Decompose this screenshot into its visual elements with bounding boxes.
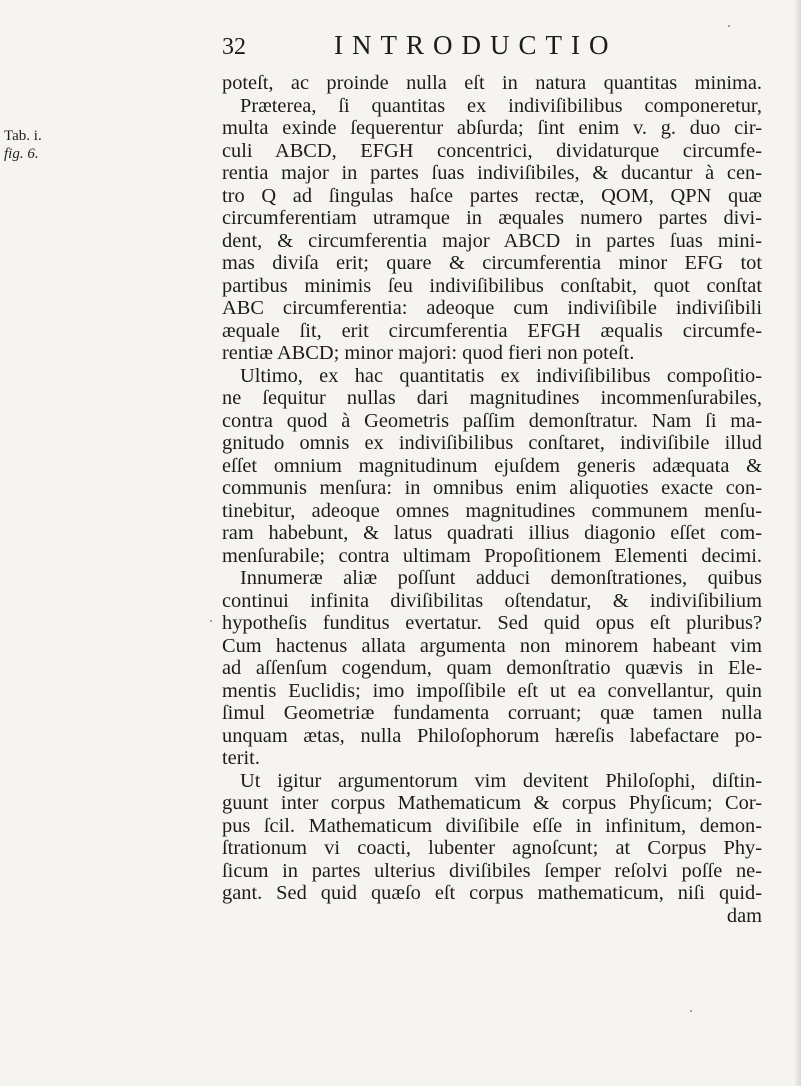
- text-line: rentia major in partes ſuas indiviſibiles, & ducantur à cen-: [222, 162, 762, 184]
- text-line: ſimul Geometriæ fundamenta corruant; quæ tamen nulla: [222, 702, 762, 724]
- text-line: Cum hactenus allata argumenta non minorem habeant vim: [222, 634, 762, 657]
- text-line: ne ſequitur nullas dari magnitudines incommenſurabiles,: [222, 387, 762, 409]
- text-line: gant. Sed quid quæſo eſt corpus mathematicum, niſi quid-: [222, 882, 762, 904]
- page-number: 32: [222, 34, 246, 60]
- margin-table-ref: Tab. i.: [4, 128, 42, 144]
- text-line: contra quod à Geometris paſſim demonſtratur. Nam ſi ma-: [222, 409, 762, 432]
- text-line: rentiæ ABCD; minor majori: quod fieri non poteſt.: [222, 342, 635, 364]
- text-line: eſſet omnium magnitudinum ejuſdem generis adæquata &: [222, 454, 762, 477]
- text-line: multa exinde ſequerentur abſurda; ſint enim v. g. duo cir-: [222, 117, 762, 139]
- paper-speck: [210, 620, 212, 622]
- text-line: terit.: [222, 747, 260, 769]
- running-title: INTRODUCTIO: [334, 30, 618, 60]
- text-line: Ultimo, ex hac quantitatis ex indiviſibilibus compoſitio-: [240, 364, 762, 387]
- text-line: partibus minimis ſeu indiviſibilibus conſtabit, quot conſtat: [222, 274, 762, 297]
- text-line: communis menſura: in omnibus enim aliquoties exacte con-: [222, 477, 762, 499]
- text-line: unquam ætas, nulla Philoſophorum hæreſis labefactare po-: [222, 724, 762, 747]
- body-text: [222, 72, 762, 927]
- text-line: poteſt, ac proinde nulla eſt in natura quantitas minima.: [222, 72, 762, 94]
- text-line: Ut igitur argumentorum vim devitent Philoſophi, diſtin-: [240, 769, 762, 792]
- text-line: æquale ſit, erit circumferentia EFGH æqualis circumfe-: [222, 319, 762, 342]
- text-line: pus ſcil. Mathematicum diviſibile eſſe in infinitum, demon-: [222, 814, 762, 837]
- text-line: Præterea, ſi quantitas ex indiviſibilibus componeretur,: [240, 94, 762, 117]
- text-line: ram habebunt, & latus quadrati illius diagonio eſſet com-: [222, 522, 762, 544]
- catchword: dam: [726, 904, 762, 927]
- text-line: ſtrationum vi coacti, lubenter agnoſcunt; at Corpus Phy-: [222, 837, 762, 859]
- margin-note: [4, 127, 42, 163]
- text-line: gnitudo omnis ex indiviſibilibus conſtaret, indiviſibile illud: [222, 432, 762, 454]
- page-edge-shadow: [795, 0, 801, 1086]
- paper-speck: [728, 25, 730, 27]
- text-line: menſurabile; contra ultimam Propoſitionem Elementi decimi.: [222, 544, 762, 567]
- text-line: continui infinita diviſibilitas oſtendatur, & indiviſibilium: [222, 589, 762, 612]
- text-line: culi ABCD, EFGH concentrici, dividaturque circumfe-: [222, 139, 762, 162]
- text-line: Innumeræ aliæ poſſunt adduci demonſtrationes, quibus: [240, 567, 762, 589]
- text-line: mas diviſa erit; quare & circumferentia minor EFG tot: [222, 252, 762, 274]
- text-line: dent, & circumferentia major ABCD in partes ſuas mini-: [222, 229, 762, 252]
- text-line: ſicum in partes ulterius diviſibiles ſemper reſolvi poſſe ne-: [222, 859, 762, 882]
- text-line: ABC circumferentia: adeoque cum indiviſibile indiviſibili: [222, 297, 762, 319]
- text-line: circumferentiam utramque in æquales numero partes divi-: [222, 207, 762, 229]
- paper-speck: [690, 1010, 692, 1012]
- text-line: tinebitur, adeoque omnes magnitudines communem menſu-: [222, 499, 762, 522]
- text-line: ad aſſenſum cogendum, quam demonſtratio quævis in Ele-: [222, 657, 762, 679]
- text-line: guunt inter corpus Mathematicum & corpus Phyſicum; Cor-: [222, 792, 762, 814]
- text-line: mentis Euclidis; imo impoſſibile eſt ut ea convellantur, quin: [222, 679, 762, 702]
- text-line: hypotheſis funditus evertatur. Sed quid opus eſt pluribus?: [222, 612, 762, 634]
- text-line: tro Q ad ſingulas haſce partes rectæ, QOM, QPN quæ: [222, 184, 762, 207]
- margin-figure-ref: fig. 6.: [4, 146, 39, 162]
